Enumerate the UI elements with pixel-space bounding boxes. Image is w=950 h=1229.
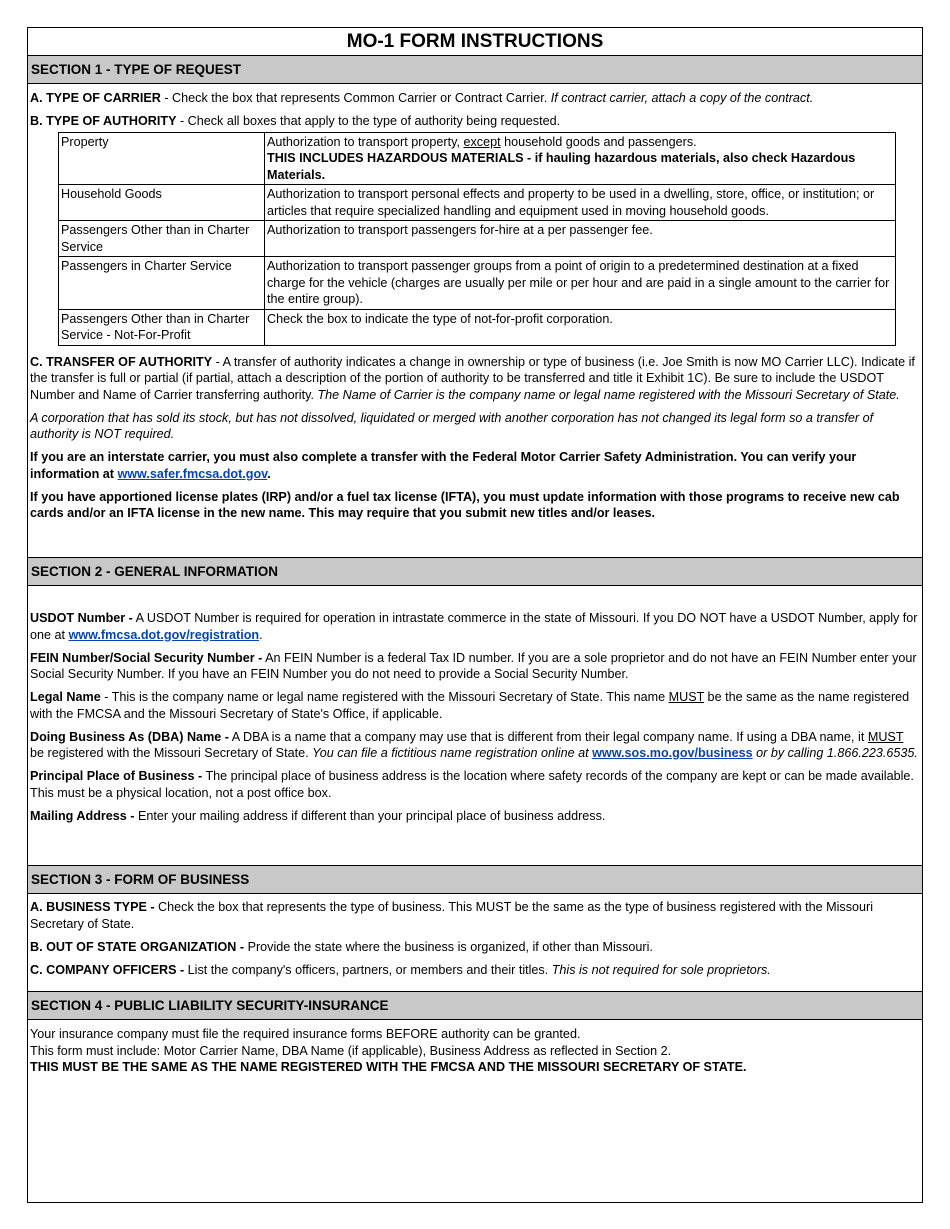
legal-name-text: - This is the company name or legal name registered with the Missouri Secretary of State. This name: [100, 690, 669, 704]
company-officers-note: This is not required for sole proprietors.: [551, 962, 771, 977]
section3-heading: SECTION 3 - FORM OF BUSINESS: [27, 866, 923, 894]
dba-label: Doing Business As (DBA) Name -: [30, 729, 229, 744]
authority-desc-cell: Authorization to transport personal effects and property to be used in a dwelling, store, office, or institution; or articles that require specialized handling and equipment used in moving household goods.: [265, 185, 896, 221]
type-of-carrier-text: - Check the box that represents Common Carrier or Contract Carrier.: [160, 91, 551, 105]
table-row: [59, 132, 896, 185]
insurance-line-1: Your insurance company must file the required insurance forms BEFORE authority can be granted.: [30, 1027, 581, 1041]
authority-table: [58, 132, 896, 346]
transfer-note: The Name of Carrier is the company name or legal name registered with the Missouri Secretary of State.: [317, 387, 900, 402]
legal-name-label: Legal Name: [30, 690, 101, 704]
hazmat-note: THIS INCLUDES HAZARDOUS MATERIALS - if hauling hazardous materials, also check Hazardous Materials.: [267, 151, 856, 182]
type-of-authority-text: - Check all boxes that apply to the type of authority being requested.: [176, 114, 561, 128]
company-officers-label: C. COMPANY OFFICERS -: [30, 962, 185, 977]
section2-body: [27, 586, 923, 866]
table-row: [59, 309, 896, 345]
dba-note: You can file a fictitious name registration online at: [312, 746, 593, 760]
mailing-address-label: Mailing Address -: [30, 808, 135, 823]
fein-label: FEIN Number/Social Security Number -: [30, 650, 263, 665]
insurance-line-2: This form must include: Motor Carrier Name, DBA Name (if applicable), Business Address as reflected in Section 2.: [30, 1043, 672, 1058]
fmcsa-registration-link[interactable]: www.fmcsa.dot.gov/registration: [68, 627, 260, 642]
page-title: MO-1 FORM INSTRUCTIONS: [27, 27, 923, 56]
authority-desc-text: Authorization to transport property,: [267, 134, 464, 149]
interstate-paragraph: If you are an interstate carrier, you must also complete a transfer with the Federal Motor Carrier Safety Administration. You can verify your information at www.safer.fmcsa.dot.gov.: [30, 450, 857, 481]
company-officers-paragraph: [30, 962, 920, 979]
legal-name-paragraph: [30, 689, 920, 722]
legal-name-text: be the same as the name registered with the FMCSA and the Missouri Secretary of State's Office, if applicable.: [30, 690, 910, 721]
out-of-state-paragraph: [30, 939, 920, 956]
business-type-label: A. BUSINESS TYPE -: [30, 900, 155, 914]
transfer-paragraph: [30, 354, 920, 404]
dba-paragraph: Doing Business As (DBA) Name - A DBA is a name that a company may use that is different from their legal company name. If using a DBA name, it MUST be registered with the Missouri Secretary of State. You can file a fictitious name registration online at www.sos.mo.gov/business or by calling 1.866.223.6535.: [30, 729, 918, 760]
principal-place-text: The principal place of business address is the location where safety records of the company are kept or can be made available. This must be a physical location, not a post office box.: [30, 769, 914, 800]
type-of-carrier-note: If contract carrier, attach a copy of the contract.: [550, 91, 814, 105]
authority-desc-cell: Authorization to transport passenger groups from a point of origin to a predetermined destination at a fixed charge for the vehicle (charges are usually per mile or per hour and are paid in a single amount to the carrier for the entire group).: [265, 257, 896, 310]
section4-heading: SECTION 4 - PUBLIC LIABILITY SECURITY-INSURANCE: [27, 992, 923, 1020]
out-of-state-text: Provide the state where the business is organized, if other than Missouri.: [244, 939, 653, 954]
fein-text: An FEIN Number is a federal Tax ID number. If you are a sole proprietor and do not have an FEIN Number enter your Social Security Number. If you have an FEIN Number you do not need to provide a Social Security Number.: [30, 650, 917, 681]
safer-link[interactable]: www.safer.fmcsa.dot.gov: [117, 466, 268, 481]
section1-heading: SECTION 1 - TYPE OF REQUEST: [27, 56, 923, 84]
type-of-carrier-label: A. TYPE OF CARRIER: [30, 91, 161, 105]
authority-type-cell: Passengers Other than in Charter Service - Not-For-Profit: [59, 309, 265, 345]
principal-place-paragraph: [30, 768, 920, 801]
section4-body: [27, 1020, 923, 1203]
dba-phone-note: or by calling 1.866.223.6535: [752, 746, 915, 760]
authority-desc-cell: Check the box to indicate the type of not-for-profit corporation.: [265, 309, 896, 345]
usdot-label: USDOT Number -: [30, 611, 133, 625]
usdot-text: A USDOT Number is required for operation in intrastate commerce in the state of Missouri. If you DO NOT have a USDOT Number, apply for one at: [30, 611, 918, 642]
type-of-authority-paragraph: [30, 113, 920, 130]
out-of-state-label: B. OUT OF STATE ORGANIZATION -: [30, 939, 245, 954]
dba-text: A DBA is a name that a company may use that is different from their legal company name. If using a DBA name, it: [228, 729, 868, 744]
business-type-text: Check the box that represents the type of business. This MUST be the same as the type of business registered with the Missouri Secretary of State.: [30, 900, 874, 931]
company-officers-text: List the company's officers, partners, or members and their titles.: [184, 962, 552, 977]
authority-desc-text: household goods and passengers.: [500, 134, 697, 149]
authority-desc-underline: except: [463, 134, 501, 149]
insurance-line-3: THIS MUST BE THE SAME AS THE NAME REGISTERED WITH THE FMCSA AND THE MISSOURI SECRETARY OF STATE.: [30, 1060, 747, 1074]
authority-type-cell: Passengers Other than in Charter Service: [59, 221, 265, 257]
corporation-note: A corporation that has sold its stock, but has not dissolved, liquidated or merged with another corporation has not changed its legal form so a transfer of authority is NOT required.: [30, 410, 874, 441]
table-row: [59, 185, 896, 221]
legal-name-must: MUST: [668, 690, 705, 704]
table-row: [59, 257, 896, 310]
irp-ifta-paragraph: If you have apportioned license plates (IRP) and/or a fuel tax license (IFTA), you must update information with those programs to receive new cab cards and/or an IFTA license in the new name. This may require that you submit new titles and/or leases.: [30, 489, 900, 520]
instructions-page: [27, 27, 923, 1203]
sos-business-link[interactable]: www.sos.mo.gov/business: [592, 746, 753, 760]
transfer-label: C. TRANSFER OF AUTHORITY: [30, 354, 213, 369]
transfer-text: - A transfer of authority indicates a change in ownership or type of business (i.e. Joe Smith is now MO Carrier LLC). Indicate if the transfer is full or partial (if partial, attach a description of the portion of authority to be transferred and title it Exhibit 1C). Be sure to include the USDOT Number and Name of Carrier transferring authority.: [30, 354, 915, 402]
mailing-address-paragraph: [30, 808, 920, 825]
authority-desc-cell: [265, 132, 896, 185]
interstate-text: If you are an interstate carrier, you must also complete a transfer with the Federal Motor Carrier Safety Administration. You can verify your information at: [30, 450, 857, 481]
table-row: [59, 221, 896, 257]
authority-type-cell: Property: [59, 132, 265, 185]
mailing-address-text: Enter your mailing address if different than your principal place of business address.: [134, 808, 606, 823]
section3-body: [27, 894, 923, 992]
business-type-paragraph: [30, 899, 920, 932]
fein-paragraph: [30, 650, 920, 683]
dba-text: be registered with the Missouri Secretary of State.: [30, 746, 313, 760]
section2-heading: SECTION 2 - GENERAL INFORMATION: [27, 558, 923, 586]
dba-must: MUST: [867, 729, 904, 744]
section1-body: [27, 84, 923, 558]
type-of-authority-label: B. TYPE OF AUTHORITY: [30, 114, 177, 128]
authority-type-cell: Passengers in Charter Service: [59, 257, 265, 310]
authority-desc-cell: Authorization to transport passengers for-hire at a per passenger fee.: [265, 221, 896, 257]
type-of-carrier-paragraph: [30, 90, 920, 107]
authority-type-cell: Household Goods: [59, 185, 265, 221]
usdot-paragraph: USDOT Number - A USDOT Number is required for operation in intrastate commerce in the state of Missouri. If you DO NOT have a USDOT Number, apply for one at www.fmcsa.dot.gov/registration.: [30, 611, 918, 642]
principal-place-label: Principal Place of Business -: [30, 769, 203, 783]
